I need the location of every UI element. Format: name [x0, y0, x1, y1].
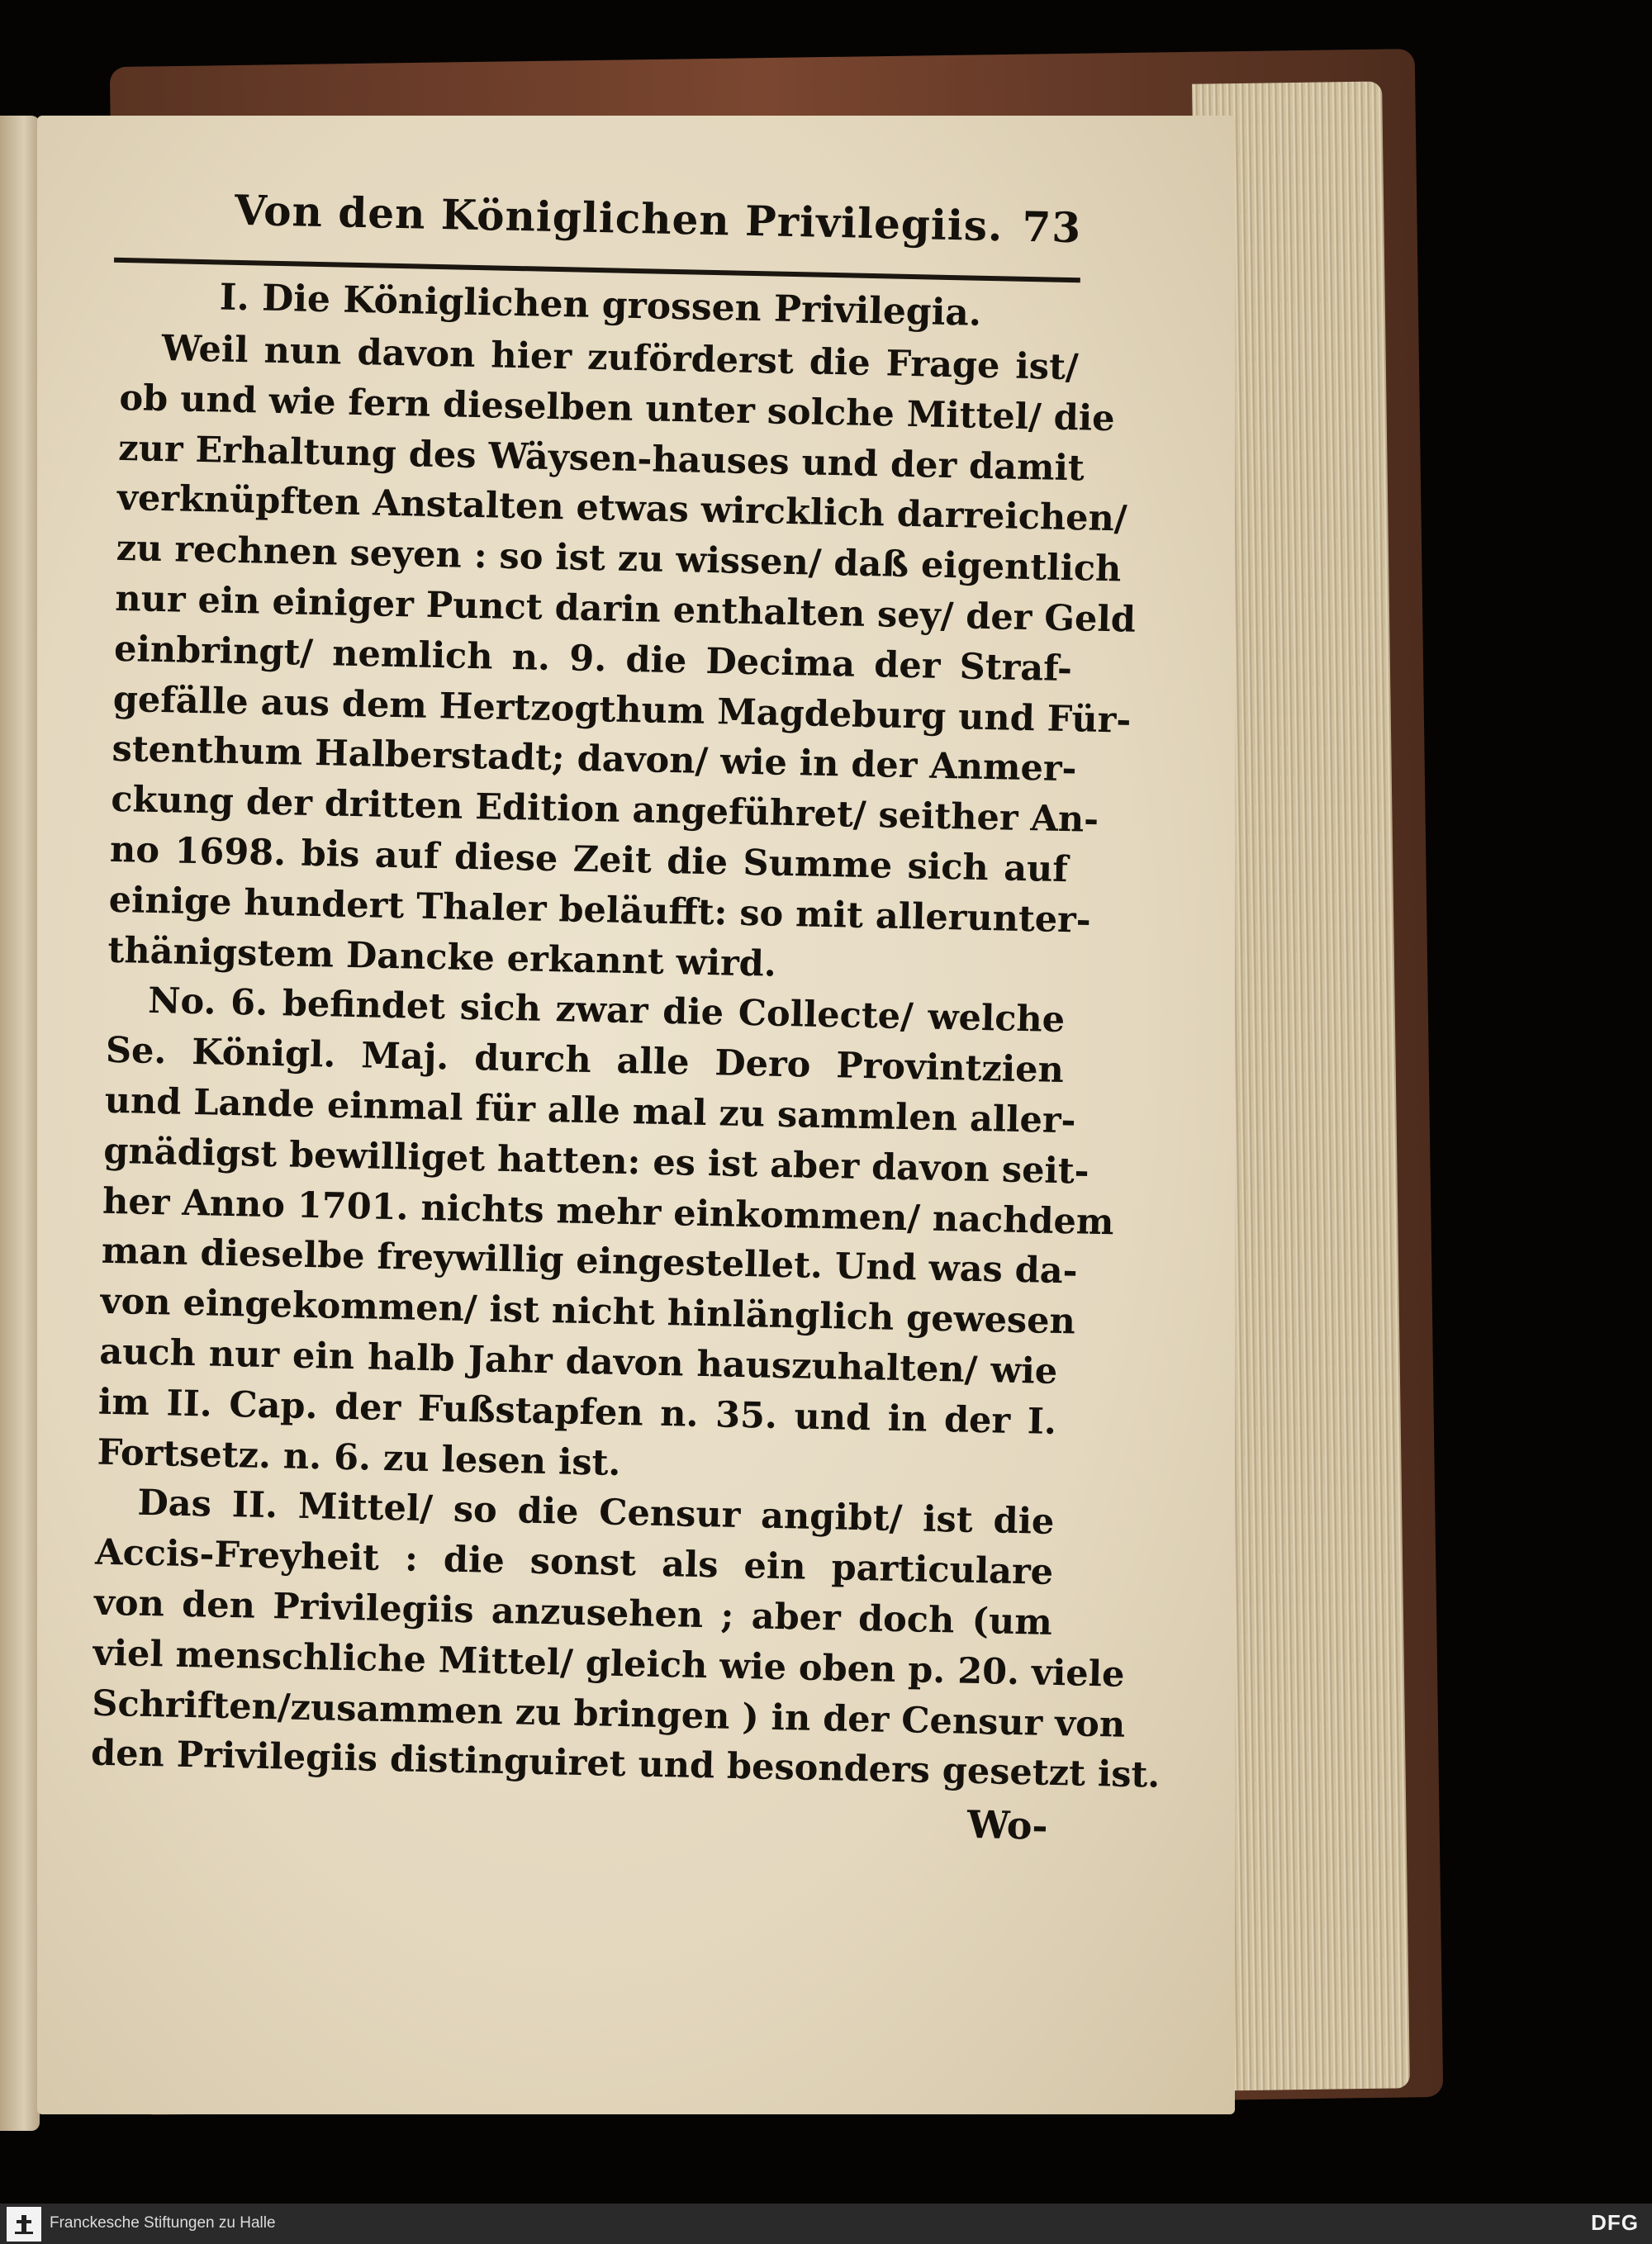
text-line: stenthum Halberstadt; davon/ wie in der Anmer-	[112, 728, 1077, 790]
text-line: Schriften/zusammen zu bringen ) in der Censur von	[91, 1682, 1126, 1746]
text-line: im II. Cap. der Fußstapfen n. 35. und in der I.	[97, 1381, 1057, 1443]
text-line: den Privilegiis distinguiret und besonders gesetzt ist.	[90, 1732, 1161, 1796]
text-line: Das II. Mittel/ so die Censur angibt/ ist die	[137, 1483, 1055, 1544]
text-line: Fortsetz. n. 6. zu lesen ist.	[97, 1431, 621, 1484]
text-line: her Anno 1701. nichts mehr einkommen/ nachdem	[102, 1180, 1114, 1243]
facing-page-edge	[0, 116, 40, 2131]
viewer-footer	[0, 2204, 1652, 2244]
text-line: gefälle aus dem Hertzogthum Magdeburg und Für-	[112, 678, 1132, 742]
text-line: ckung der dritten Edition angeführet/ seither An-	[110, 779, 1099, 842]
text-line: man dieselbe freywillig eingestellet. Und was da-	[101, 1231, 1078, 1293]
text-line: zu rechnen seyen : so ist zu wissen/ daß eigentlich	[116, 528, 1122, 591]
text-line: Weil nun davon hier zuförderst die Frage ist/	[161, 328, 1080, 389]
text-line: von eingekommen/ ist nicht hinlänglich gewesen	[100, 1280, 1076, 1343]
text-line: einbringt/ nemlich n. 9. die Decima der Straf-	[113, 628, 1073, 690]
institution-label: Franckesche Stiftungen zu Halle	[50, 2214, 276, 2232]
text-line: nur ein einiger Punct darin enthalten sey/ der Geld	[114, 577, 1137, 641]
catchword: Wo-	[966, 1801, 1049, 1848]
text-line: auch nur ein halb Jahr davon hauszuhalten/ wie	[98, 1331, 1058, 1392]
text-line: von den Privilegiis anzusehen ; aber doch (um	[93, 1582, 1053, 1644]
text-line: verknüpften Anstalten etwas wircklich darreichen/	[116, 477, 1128, 540]
text-line: thänigstem Dancke erkannt wird.	[107, 929, 777, 985]
text-line: Se. Königl. Maj. durch alle Dero Provintzien	[105, 1029, 1065, 1092]
text-line: No. 6. befindet sich zwar die Collecte/ welche	[147, 980, 1066, 1041]
section-heading: I. Die Königlichen grossen Privilegia.	[219, 276, 982, 334]
text-line: viel menschliche Mittel/ gleich wie oben p. 20. viele	[93, 1632, 1125, 1696]
text-line: und Lande einmal für alle mal zu sammlen aller-	[104, 1079, 1076, 1142]
page-text	[89, 183, 1161, 1848]
text-line: zur Erhaltung des Wäysen-hauses und der damit	[117, 427, 1085, 490]
running-head-title: Von den Königlichen Privilegiis.	[234, 185, 1004, 251]
text-line: no 1698. bis auf diese Zeit die Summe sich auf	[109, 828, 1069, 891]
page-number: 73	[1021, 202, 1082, 253]
text-line: gnädigst bewilliget hatten: es ist aber davon seit-	[102, 1130, 1090, 1193]
text-line: ob und wie fern dieselben unter solche Mittel/ die	[119, 377, 1116, 439]
text-line: einige hundert Thaler beläufft: so mit allerunter-	[108, 879, 1092, 942]
dfg-logo: DFG	[1591, 2210, 1639, 2235]
institution-logo-icon	[7, 2207, 41, 2242]
text-line: Accis-Freyheit : die sonst als ein particulare	[94, 1531, 1054, 1594]
